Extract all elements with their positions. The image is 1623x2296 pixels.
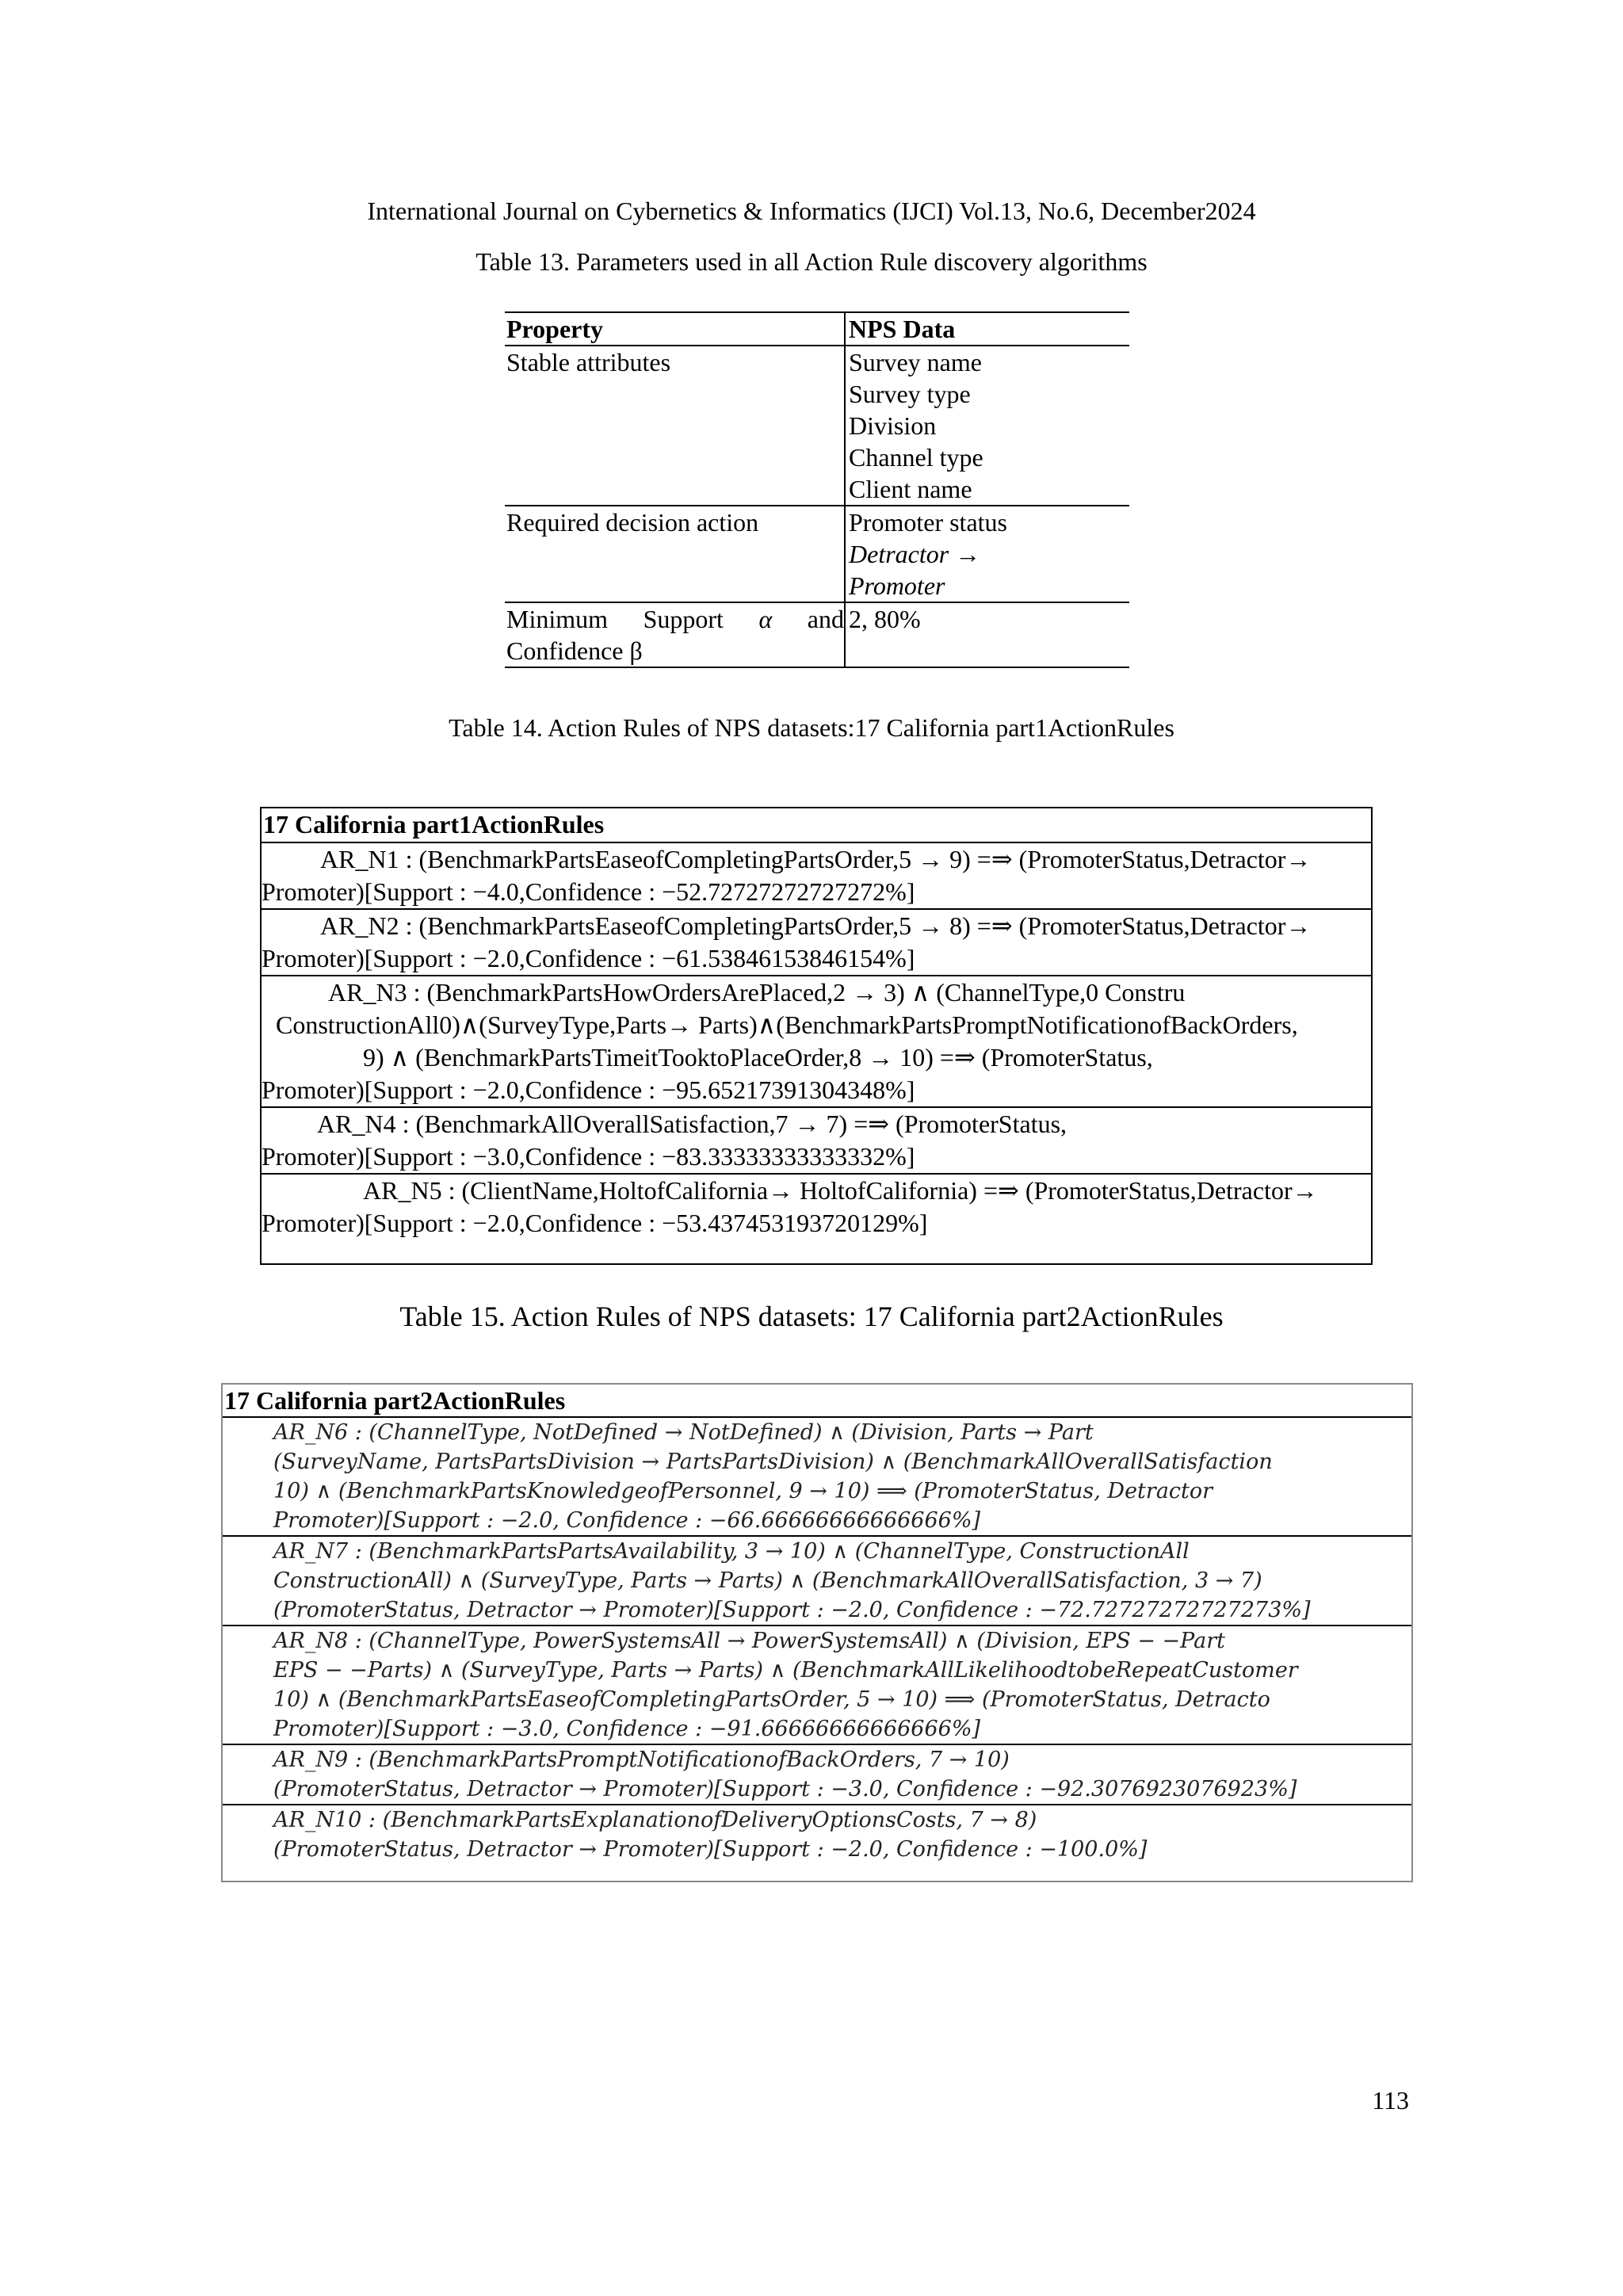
rule-line: Promoter)[Support : −2.0,Confidence : −53.437453193720129%] [262, 1209, 928, 1237]
stable-value: Survey name [849, 348, 982, 376]
action-rule-n6 [223, 1418, 1411, 1537]
rule-line: 10) ∧ (BenchmarkPartsEaseofCompletingPartsOrder, 5 → 10) ⟹ (PromoterStatus, Detracto [273, 1687, 1270, 1712]
rule-line: AR_N10 : (BenchmarkPartsExplanationofDeliveryOptionsCosts, 7 → 8) [273, 1808, 1037, 1832]
decision-action-label: Required decision action [505, 506, 846, 602]
confidence-beta-line: Confidence β [506, 636, 643, 665]
table13-caption: Table 13. Parameters used in all Action Rule discovery algorithms [475, 247, 1148, 276]
rule-line: AR_N1 : (BenchmarkPartsEaseofCompletingPartsOrder,5 → 9) =⇒ (PromoterStatus,Detractor→ [320, 845, 1312, 873]
rule-line: Promoter)[Support : −3.0,Confidence : −83.33333333333332%] [262, 1142, 915, 1171]
rule-line: ConstructionAll) ∧ (SurveyType, Parts → Parts) ∧ (BenchmarkAllOverallSatisfaction, 3 → 7) [273, 1568, 1262, 1593]
rule-line: Promoter)[Support : −2.0,Confidence : −61.53846153846154%] [262, 944, 915, 972]
stable-attributes-values [846, 346, 1129, 505]
rule-line: ConstructionAll0)∧(SurveyType,Parts→ Parts)∧(BenchmarkPartsPromptNotificationofBackOrders, [276, 1010, 1298, 1039]
minimum-support-label [505, 603, 846, 667]
stable-value: Division [849, 411, 937, 440]
rule-line: 10) ∧ (BenchmarkPartsKnowledgeofPersonnel, 9 → 10) ⟹ (PromoterStatus, Detractor [273, 1479, 1213, 1503]
alpha-symbol: α [758, 605, 773, 633]
table15-caption: Table 15. Action Rules of NPS datasets: 17 California part2ActionRules [399, 1301, 1224, 1332]
action-rule-n1 [262, 843, 1371, 910]
action-rule-n8 [223, 1626, 1411, 1745]
rule-line: Promoter)[Support : −4.0,Confidence : −52.72727272727272%] [262, 877, 915, 906]
rule-line: AR_N3 : (BenchmarkPartsHowOrdersArePlaced,2 → 3) ∧ (ChannelType,0 Constru [328, 978, 1186, 1007]
rule-line: (PromoterStatus, Detractor → Promoter)[Support : −2.0, Confidence : −100.0%] [273, 1837, 1148, 1862]
action-rule-n4 [262, 1108, 1371, 1175]
rule-line: (PromoterStatus, Detractor → Promoter)[Support : −3.0, Confidence : −92.3076923076923%] [273, 1777, 1297, 1801]
decision-action-values [846, 506, 1129, 602]
table14 [260, 807, 1373, 1265]
rule-line: AR_N5 : (ClientName,HoltofCalifornia→ HoltofCalifornia) =⇒ (PromoterStatus,Detractor→ [363, 1176, 1318, 1205]
action-rule-n2 [262, 910, 1371, 976]
rule-line: AR_N6 : (ChannelType, NotDefined → NotDefined) ∧ (Division, Parts → Part [273, 1420, 1094, 1445]
table15 [221, 1383, 1413, 1882]
action-rule-n5 [262, 1175, 1371, 1240]
decision-value: Promoter status [849, 508, 1007, 537]
rule-line: Promoter)[Support : −2.0,Confidence : −95.65217391304348%] [262, 1075, 915, 1104]
word: and [807, 605, 844, 633]
word: Minimum [506, 605, 609, 633]
rule-line: Promoter)[Support : −3.0, Confidence : −91.66666666666666%] [273, 1717, 981, 1741]
action-rule-n10 [223, 1805, 1411, 1864]
journal-header: International Journal on Cybernetics & Informatics (IJCI) Vol.13, No.6, December2024 [367, 197, 1256, 225]
rule-line: AR_N8 : (ChannelType, PowerSystemsAll → PowerSystemsAll) ∧ (Division, EPS − −Part [273, 1629, 1225, 1653]
stable-attributes-label: Stable attributes [505, 346, 846, 505]
page-number: 113 [1372, 2086, 1409, 2115]
stable-value: Channel type [849, 443, 983, 472]
table13-row-minimum [505, 602, 1129, 668]
minimum-support-line [506, 603, 844, 635]
rule-line: AR_N4 : (BenchmarkAllOverallSatisfaction,7 → 7) =⇒ (PromoterStatus, [317, 1110, 1067, 1138]
table13-col2-header: NPS Data [849, 315, 956, 343]
stable-value: Client name [849, 475, 972, 503]
table13 [505, 311, 1129, 668]
decision-value: Promoter [849, 571, 945, 600]
rule-line: AR_N7 : (BenchmarkPartsPartsAvailability, 3 → 10) ∧ (ChannelType, ConstructionAll [273, 1539, 1190, 1564]
table14-title: 17 California part1ActionRules [262, 808, 1371, 843]
rule-line: EPS − −Parts) ∧ (SurveyType, Parts → Parts) ∧ (BenchmarkAllLikelihoodtobeRepeatCustomer [273, 1658, 1298, 1683]
table13-row-stable [505, 345, 1129, 505]
table13-col1-header: Property [505, 313, 846, 345]
action-rule-n7 [223, 1537, 1411, 1626]
rule-line: AR_N2 : (BenchmarkPartsEaseofCompletingPartsOrder,5 → 8) =⇒ (PromoterStatus,Detractor→ [320, 911, 1312, 940]
action-rule-n9 [223, 1745, 1411, 1805]
action-rule-n3 [262, 976, 1371, 1108]
rule-line: 9) ∧ (BenchmarkPartsTimeitTooktoPlaceOrder,8 → 10) =⇒ (PromoterStatus, [363, 1043, 1153, 1072]
minimum-support-value: 2, 80% [849, 605, 921, 633]
rule-line: AR_N9 : (BenchmarkPartsPromptNotificationofBackOrders, 7 → 10) [273, 1748, 1010, 1772]
word: Support [643, 605, 724, 633]
rule-line: Promoter)[Support : −2.0, Confidence : −66.66666666666666%] [273, 1508, 981, 1533]
table13-row-decision [505, 505, 1129, 602]
table14-caption: Table 14. Action Rules of NPS datasets:17 California part1ActionRules [449, 713, 1174, 742]
table15-title: 17 California part2ActionRules [223, 1385, 1411, 1418]
rule-line: (PromoterStatus, Detractor → Promoter)[Support : −2.0, Confidence : −72.72727272727273%] [273, 1598, 1311, 1622]
stable-value: Survey type [849, 380, 971, 408]
decision-value: Detractor → [849, 540, 981, 568]
rule-line: (SurveyName, PartsPartsDivision → PartsPartsDivision) ∧ (BenchmarkAllOverallSatisfaction [273, 1450, 1273, 1474]
table13-header-row [505, 311, 1129, 345]
